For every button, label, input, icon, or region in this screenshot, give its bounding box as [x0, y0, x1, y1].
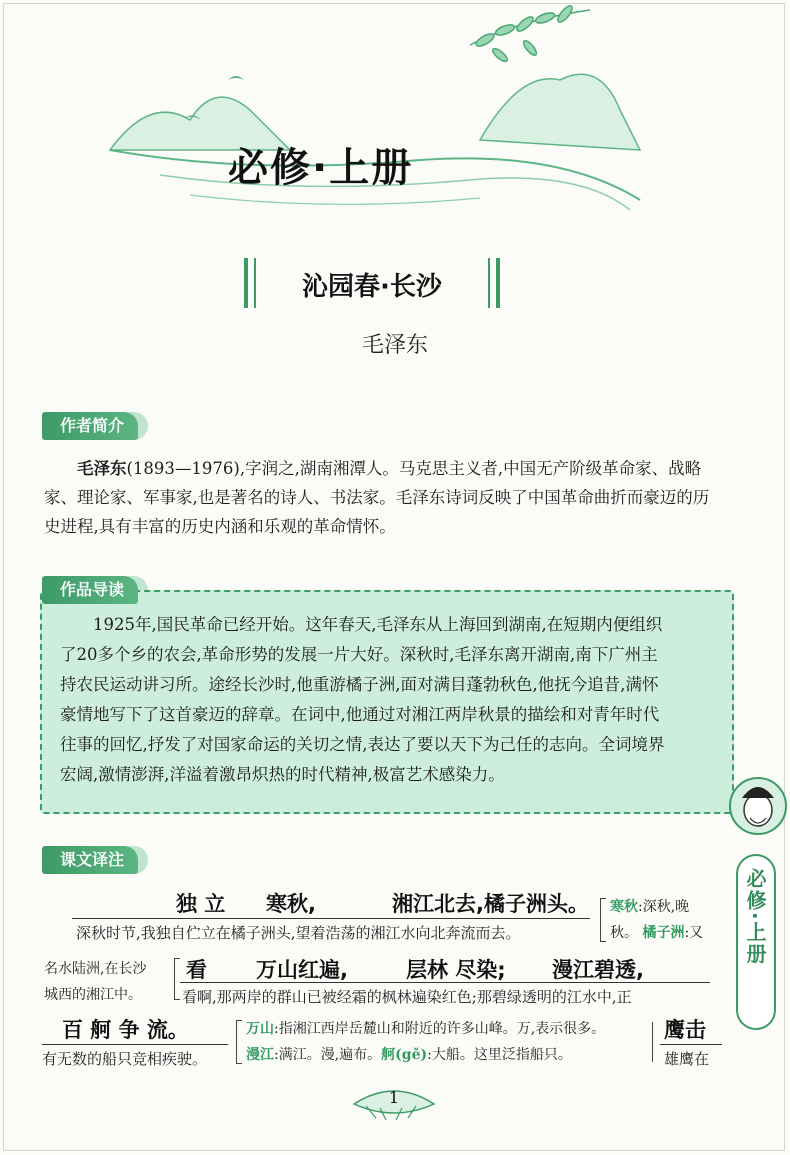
poem-rule — [42, 1044, 228, 1045]
note-1b-line1: 名水陆洲,在长沙 — [44, 961, 147, 977]
note-def: :深秋,晚 — [638, 899, 690, 915]
guide-line: 往事的回忆,抒发了对国家命运的关切之情,表达了要以天下为己任的志向。全词境界 — [60, 735, 665, 754]
poem-title: 沁园春·长沙 — [302, 272, 442, 302]
section-tag-guide: 作品导读 — [42, 576, 138, 604]
note-bracket — [652, 1022, 658, 1062]
poem-rule — [660, 1044, 722, 1045]
translation-line-1: 深秋时节,我独自伫立在橘子洲头,望着浩荡的湘江水向北奔流而去。 — [76, 924, 521, 942]
poem-line-2b: 万山红遍, — [256, 958, 348, 982]
guide-line: 1925年,国民革命已经开始。这年春天,毛泽东从上海回到湖南,在短期内便组织 — [93, 615, 663, 634]
note-term: 漫江 — [246, 1047, 274, 1063]
note-def: 秋。 — [610, 925, 638, 941]
author-intro-line2: 家、理论家、军事家,也是著名的诗人、书法家。毛泽东诗词反映了中国革命曲折而豪迈的历 — [44, 488, 710, 507]
note-bracket — [600, 898, 606, 942]
note-bracket — [236, 1020, 242, 1064]
section-tag-author-intro: 作者简介 — [42, 412, 138, 440]
translation-line-3: 有无数的船只竞相疾驶。 — [42, 1050, 208, 1068]
note-term: 万山 — [246, 1021, 274, 1037]
poem-line-2a: 看 — [186, 958, 207, 982]
poem-line-1c: 湘江北去,橘子洲头。 — [392, 892, 589, 916]
guide-line: 宏阔,激情澎湃,洋溢着激昂炽热的时代精神,极富艺术感染力。 — [60, 765, 505, 784]
guide-box — [40, 590, 734, 814]
translation-line-4: 雄鹰在 — [664, 1050, 710, 1068]
guide-line: 持农民运动讲习所。途经长沙时,他重游橘子洲,面对满目蓬勃秋色,他抚今追昔,满怀 — [60, 675, 659, 694]
author-intro-paragraph — [44, 454, 738, 541]
note-def: :指湘江西岸岳麓山和附近的许多山峰。万,表示很多。 — [274, 1021, 606, 1037]
poem-line-2d: 漫江碧透, — [552, 958, 644, 982]
note-bracket — [174, 958, 180, 1000]
header-illustration — [0, 0, 790, 260]
author-name: 毛泽东 — [77, 459, 127, 478]
note-1-cont — [610, 922, 703, 942]
note-def: :又 — [684, 925, 704, 941]
note-term: 寒秋 — [610, 899, 638, 915]
poem-author: 毛泽东 — [361, 333, 428, 358]
poem-rule — [72, 918, 590, 919]
note-def: :大船。这里泛指船只。 — [427, 1047, 572, 1063]
poem-line-2c: 层林 尽染; — [406, 958, 506, 982]
willow-branch-deco — [470, 4, 590, 64]
author-intro-line3: 史进程,具有丰富的历史内涵和乐观的革命情怀。 — [44, 517, 396, 536]
guide-line: 豪情地写下了这首豪迈的辞章。在词中,他通过对湘江两岸秋景的描绘和对青年时代 — [60, 705, 660, 724]
note-1b-line2: 城西的湘江中。 — [44, 987, 142, 1003]
poem-line-1a: 独 立 — [176, 892, 226, 916]
note-def: :满江。漫,遍布。 — [274, 1047, 382, 1063]
guide-line: 了20多个乡的农会,革命形势的发展一片大好。深秋时,毛泽东离开湖南,南下广州主 — [60, 645, 658, 664]
poem-rule — [180, 982, 710, 983]
note-term: 舸(gě) — [381, 1047, 428, 1063]
poem-line-4: 鹰击 — [664, 1018, 706, 1042]
scholar-avatar-icon — [726, 766, 790, 846]
poem-title-box — [244, 258, 500, 308]
section-tag-translation: 课文译注 — [42, 846, 138, 874]
chapter-title: 必修·上册 — [228, 145, 414, 191]
poem-line-3: 百 舸 争 流。 — [62, 1018, 189, 1042]
poem-line-1b: 寒秋, — [266, 892, 316, 916]
note-term: 橘子洲 — [642, 925, 685, 941]
note-3 — [246, 1044, 572, 1064]
translation-line-2: 看啊,那两岸的群山已被经霜的枫林遍染红色;那碧绿透明的江水中,正 — [182, 988, 632, 1006]
side-tab-label: 必修·上册 — [743, 868, 767, 966]
author-intro-line1: (1893—1976),字润之,湖南湘潭人。马克思主义者,中国无产阶级革命家、战略 — [126, 459, 702, 478]
guide-paragraph — [60, 610, 720, 790]
page-number: 1 — [388, 1088, 400, 1107]
note-1 — [610, 896, 689, 916]
note-2 — [246, 1018, 605, 1038]
